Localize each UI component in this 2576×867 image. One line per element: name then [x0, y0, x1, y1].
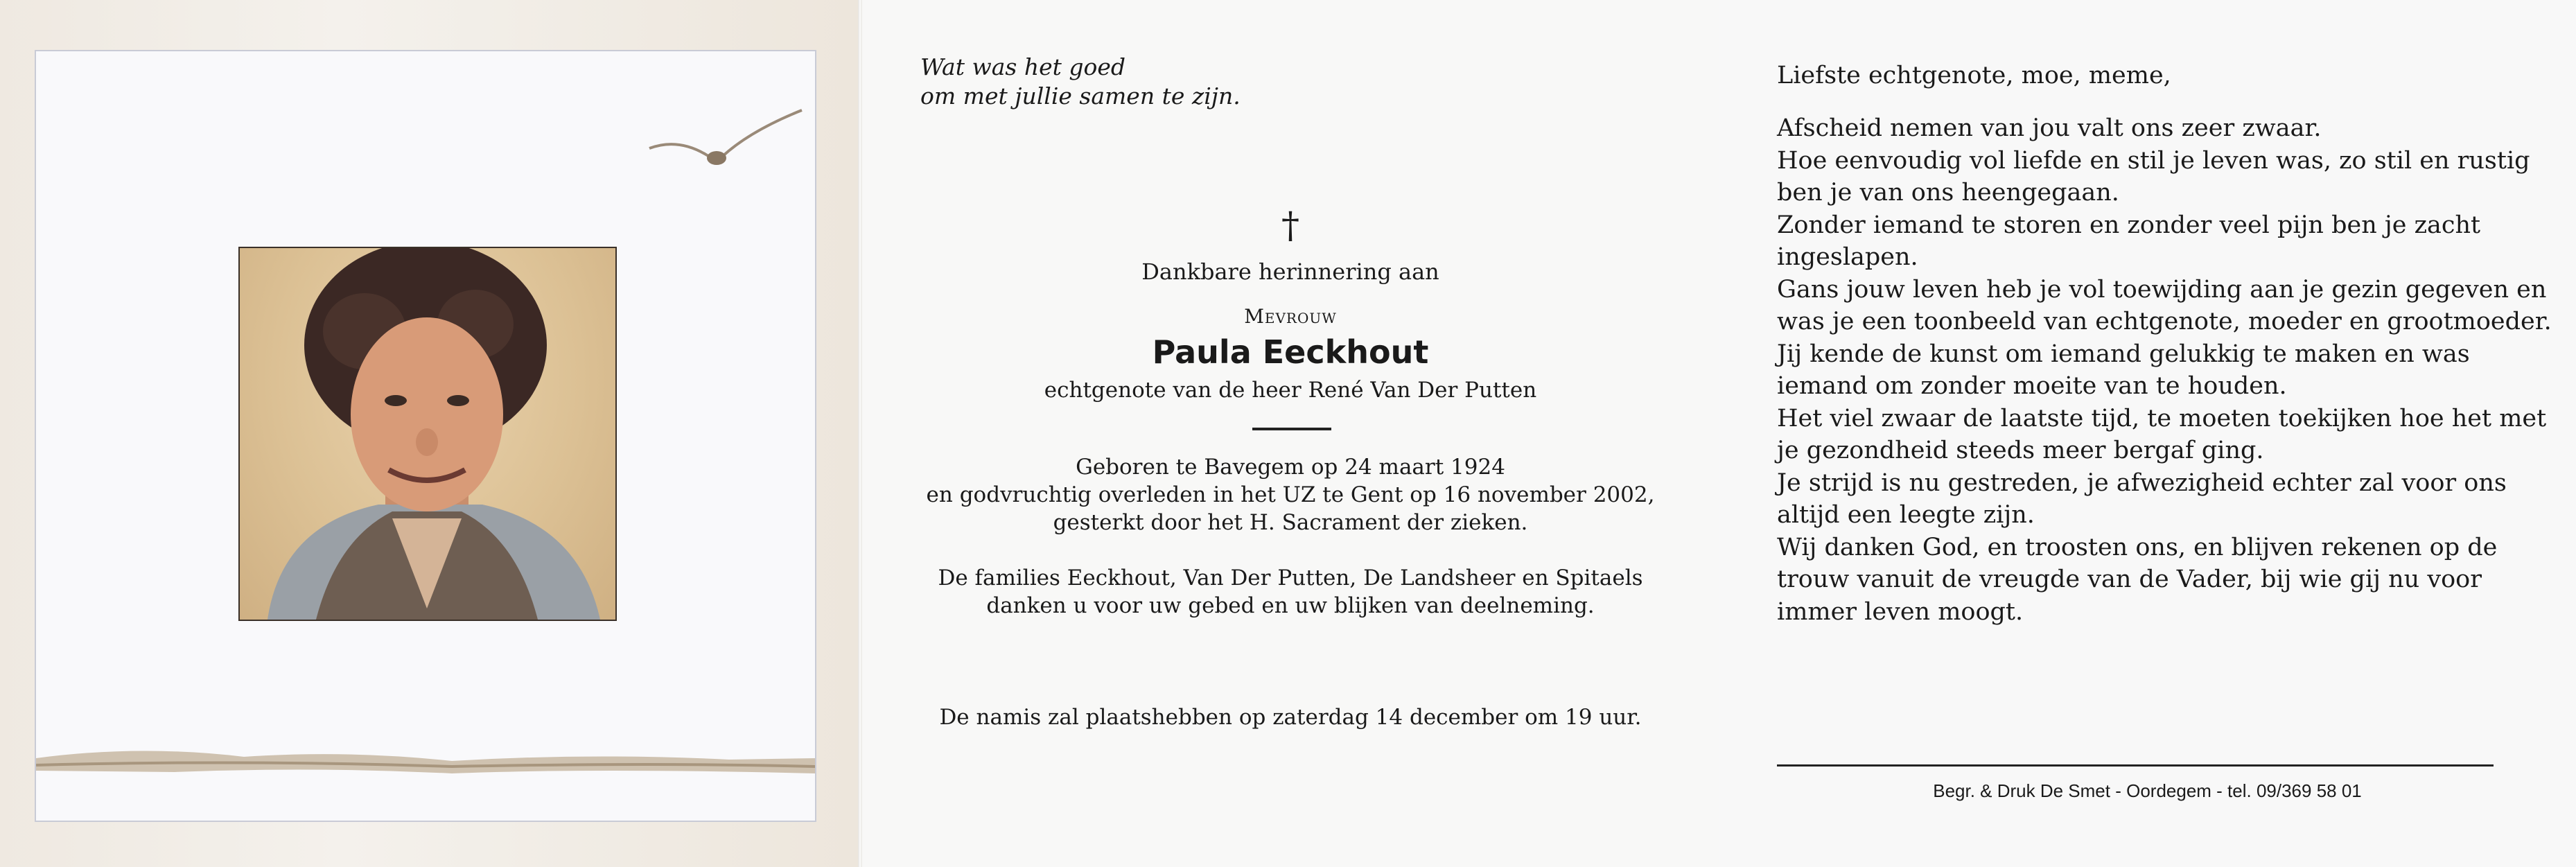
middle-panel [862, 0, 1719, 867]
verse [920, 53, 1241, 111]
thanks-line: danken u voor uw gebed en uw blijken van deelneming. [986, 593, 1595, 618]
spouse-line: echtgenote van de heer René Van Der Putten [1044, 378, 1537, 403]
poem-line: je gezondheid steeds meer bergaf ging. [1777, 437, 2264, 464]
poem-line: iemand om zonder moeite van te houden. [1777, 372, 2287, 400]
right-panel [1719, 0, 2576, 867]
bird-illustration [646, 100, 805, 176]
poem-line: ingeslapen. [1777, 243, 1918, 271]
poem-line: Afscheid nemen van jou valt ons zeer zwaar. [1777, 114, 2322, 142]
deceased-name: Paula Eeckhout [1152, 333, 1429, 371]
poem-line: altijd een leegte zijn. [1777, 501, 2035, 529]
families-line: De families Eeckhout, Van Der Putten, De Landsheer en Spitaels [938, 566, 1643, 590]
poem-line: was je een toonbeeld van echtgenote, moeder en grootmoeder. [1777, 308, 2552, 335]
death-line: en godvruchtig overleden in het UZ te Gent op 16 november 2002, [926, 482, 1655, 507]
divider [1252, 428, 1331, 430]
poem-line: trouw vanuit de vreugde van de Vader, bij wie gij nu voor [1777, 566, 2482, 593]
honorific: Mevrouw [1244, 305, 1337, 328]
poem-line: Wij danken God, en troosten ons, en blijven rekenen op de [1777, 533, 2498, 561]
poem-line: Gans jouw leven heb je vol toewijding aan je gezin gegeven en [1777, 275, 2547, 304]
footer-divider [1777, 764, 2494, 767]
landscape-illustration [36, 717, 815, 793]
left-panel [0, 0, 858, 867]
photo-frame [35, 50, 816, 822]
poem-line: Het viel zwaar de laatste tijd, te moeten toekijken hoe het met [1777, 404, 2547, 432]
poem-line: Je strijd is nu gestreden, je afwezigheid echter zal voor ons [1777, 468, 2507, 497]
poem-line: immer leven moogt. [1777, 597, 2024, 626]
portrait-photo [238, 247, 617, 621]
poem-line: Jij kende de kunst om iemand gelukkig te maken en was [1777, 340, 2470, 368]
poem-line: ben je van ons heengegaan. [1777, 179, 2119, 207]
cross-symbol: † [1281, 205, 1299, 247]
printer-credit: Begr. & Druk De Smet - Oordegem - tel. 09/369 58 01 [1933, 780, 2362, 801]
sacrament-line: gesterkt door het H. Sacrament der zieken. [1053, 510, 1528, 535]
verse-line: Wat was het goed [920, 53, 1126, 80]
poem-line: Hoe eenvoudig vol liefde en stil je leven was, zo stil en rustig [1777, 146, 2530, 175]
memory-heading: Dankbare herinnering aan [1141, 259, 1439, 285]
poem-text [1777, 112, 2552, 628]
salutation: Liefste echtgenote, moe, meme, [1777, 62, 2171, 89]
service-notice: De namis zal plaatshebben op zaterdag 14 december om 19 uur. [939, 705, 1642, 730]
birth-line: Geboren te Bavegem op 24 maart 1924 [1076, 455, 1505, 480]
poem-line: Zonder iemand te storen en zonder veel pijn ben je zacht [1777, 211, 2481, 239]
verse-line: om met jullie samen te zijn. [920, 82, 1241, 110]
